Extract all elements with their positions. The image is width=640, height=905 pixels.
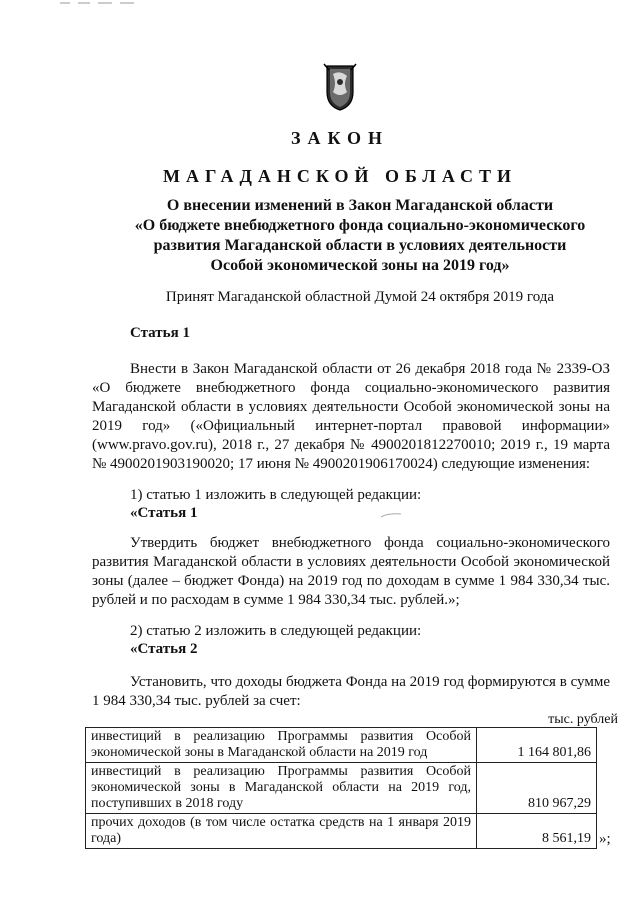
income-source: инвестиций в реализацию Программы развития Особой экономической зоны в Магаданской области на 2019 год, поступивших в 2018 году <box>86 763 477 814</box>
scan-mark-top <box>60 0 140 6</box>
income-source: инвестиций в реализацию Программы развития Особой экономической зоны в Магаданской области на 2019 год <box>86 728 477 763</box>
item-2-text: Установить, что доходы бюджета Фонда на 2019 год формируются в сумме 1 984 330,34 тыс. рублей за счет: <box>92 674 610 709</box>
item-1-heading: «Статья 1 <box>130 505 198 521</box>
document-type-title: ЗАКОН <box>290 128 390 148</box>
table-closing-quote: »; <box>599 831 611 847</box>
scan-mark <box>380 511 402 519</box>
item-2-heading: «Статья 2 <box>130 641 198 657</box>
item-1-text-block <box>92 534 610 610</box>
item-2-label: 2) статью 2 изложить в следующей редакции: <box>130 623 422 639</box>
subject-line: «О бюджете внебюджетного фонда социально-экономического <box>134 217 586 234</box>
table-unit-label: тыс. рублей <box>548 712 618 727</box>
table-row <box>86 763 597 814</box>
item-1-text: Утвердить бюджет внебюджетного фонда социально-экономического развития Магаданской области в условиях деятельности Особой экономической зоны (далее – бюджет Фонда) на 2019 год по доходам в сумме 1 984 330,34 тыс. рублей и по расходам в сумме 1 984 330,34 тыс. рублей.»; <box>92 535 610 608</box>
item-2-text-block <box>92 673 610 711</box>
law-subject <box>100 196 620 276</box>
income-amount: 8 561,19 <box>477 814 597 849</box>
subject-line: развития Магаданской области в условиях деятельности <box>153 237 567 254</box>
income-table <box>85 727 597 849</box>
income-amount: 810 967,29 <box>477 763 597 814</box>
item-1-label: 1) статью 1 изложить в следующей редакции: <box>130 487 422 503</box>
adoption-note: Принят Магаданской областной Думой 24 октября 2019 года <box>165 289 555 305</box>
table-row <box>86 728 597 763</box>
region-title: МАГАДАНСКОЙ ОБЛАСТИ <box>163 166 517 186</box>
article-1-heading: Статья 1 <box>130 325 190 341</box>
coat-of-arms-icon <box>321 62 359 112</box>
table-row <box>86 814 597 849</box>
article-1-intro <box>92 360 610 474</box>
income-source: прочих доходов (в том числе остатка средств на 1 января 2019 года) <box>86 814 477 849</box>
income-amount: 1 164 801,86 <box>477 728 597 763</box>
subject-line: Особой экономической зоны на 2019 год» <box>210 257 510 274</box>
article-1-intro-text: Внести в Закон Магаданской области от 26 декабря 2018 года № 2339-ОЗ «О бюджете внебюджетного фонда социально-экономического развития Магаданской области в условиях деятельности Особой экономической зоны на 2019 год» («Официальный интернет-портал правовой информации» (www.pravo.gov.ru), 2018 г., 27 декабря № 4900201812270010; 2019 г., 19 марта № 4900201903190020; 17 июня № 4900201906170024) следующие изменения: <box>92 361 610 472</box>
subject-line: О внесении изменений в Закон Магаданской области <box>166 197 554 214</box>
